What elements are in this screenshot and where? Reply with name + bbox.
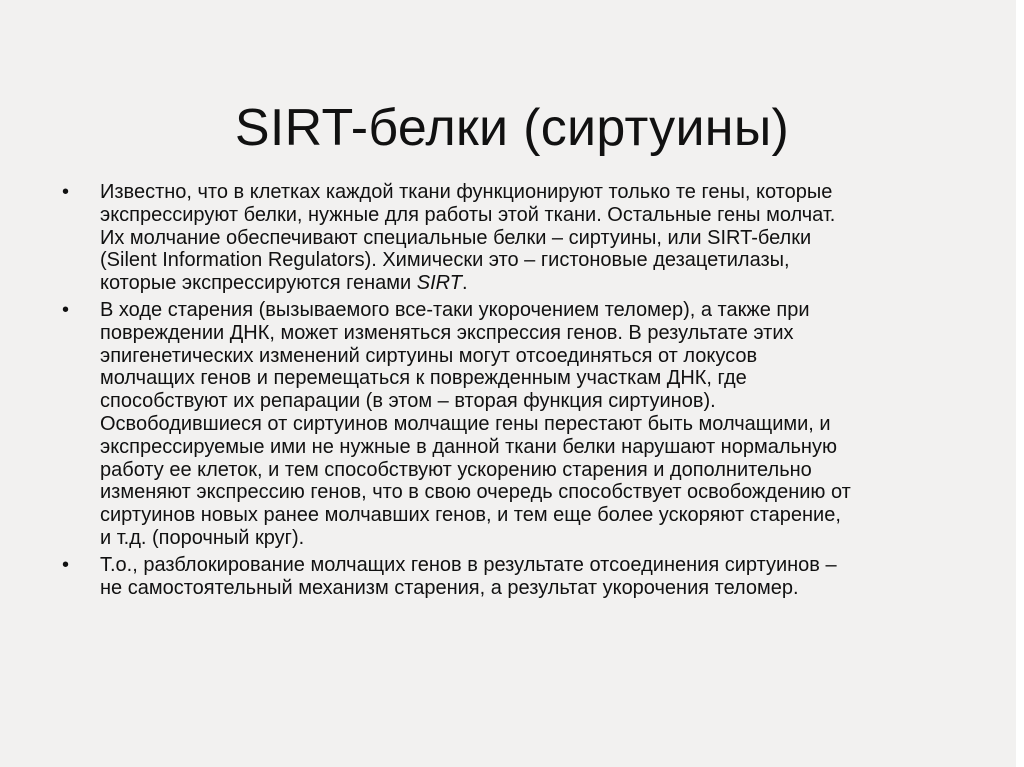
- bullet-line: и т.д. (порочный круг).: [100, 526, 305, 549]
- bullet-line: способствуют их репарации (в этом – вторая функция сиртуинов).: [100, 390, 716, 413]
- bullet-line: не самостоятельный механизм старения, а результат укорочения теломер.: [100, 576, 799, 599]
- bullet-icon: •: [62, 298, 70, 321]
- bullet-line: Освободившиеся от сиртуинов молчащие гены перестают быть молчащими, и: [100, 412, 831, 435]
- gene-name: SIRT: [416, 272, 462, 295]
- bullet-line-text: которые экспрессируются генами: [100, 272, 417, 295]
- bullet-line: [100, 272, 962, 295]
- bullet-line: повреждении ДНК, может изменяться экспрессия генов. В результате этих: [100, 321, 794, 344]
- bullet-icon: •: [62, 553, 70, 576]
- bullet-line-text: .: [461, 272, 468, 295]
- bullet-item: [62, 554, 962, 600]
- bullet-line: работу ее клеток, и тем способствуют ускорению старения и дополнительно: [100, 458, 812, 481]
- bullet-line: В ходе старения (вызываемого все-таки укорочением теломер), а также при: [100, 298, 810, 321]
- slide-title: SIRT-белки (сиртуины): [234, 98, 790, 157]
- bullet-item: [62, 181, 962, 295]
- bullet-line: Известно, что в клетках каждой ткани функционируют только те гены, которые: [100, 181, 833, 203]
- bullet-line: эпигенетических изменений сиртуины могут отсоединяться от локусов: [100, 344, 758, 367]
- bullet-line: экспрессируемые ими не нужные в данной ткани белки нарушают нормальную: [100, 435, 837, 458]
- bullet-line: экспрессируют белки, нужные для работы этой ткани. Остальные гены молчат.: [100, 203, 836, 226]
- bullet-line: изменяют экспрессию генов, что в свою очередь способствует освобождению от: [100, 481, 851, 504]
- bullet-line: (Silent Information Regulators). Химически это – гистоновые дезацетилазы,: [100, 249, 790, 272]
- bullet-line: Т.о., разблокирование молчащих генов в результате отсоединения сиртуинов –: [100, 553, 837, 576]
- bullet-line: молчащих генов и перемещаться к поврежденным участкам ДНК, где: [100, 367, 747, 390]
- bullet-item: [62, 299, 962, 550]
- bullet-line: Их молчание обеспечивают специальные белки – сиртуины, или SIRT-белки: [100, 226, 812, 249]
- bullet-list: [62, 181, 962, 603]
- bullet-icon: •: [62, 181, 70, 203]
- bullet-line: сиртуинов новых ранее молчавших генов, и тем еще более ускоряют старение,: [100, 504, 841, 527]
